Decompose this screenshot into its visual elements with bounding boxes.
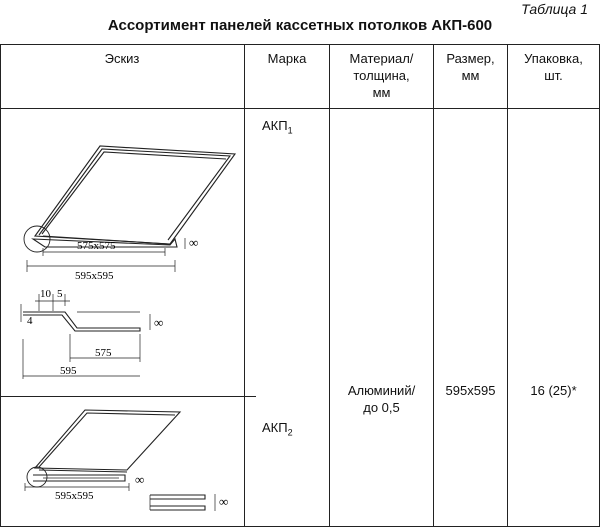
header-pack (508, 50, 599, 84)
header-material-line1: Материал/ (349, 51, 414, 66)
dim-575x575: 575x575 (77, 240, 116, 252)
size-value: 595х595 (445, 383, 496, 398)
panel1-inner (39, 149, 230, 240)
header-mark: Марка (267, 51, 307, 66)
dim2-inf-2: ∞ (219, 494, 229, 509)
header-size (434, 50, 507, 84)
detail2-profile (150, 495, 205, 499)
table-title: Ассортимент панелей кассетных потолков АКП-600 (107, 17, 493, 34)
dim2-595x595: 595x595 (55, 490, 94, 502)
dim-595: 595 (60, 365, 77, 377)
header-size-line2: мм (461, 68, 480, 83)
pack-value: 16 (25)* (530, 383, 577, 398)
sketch-akp1 (15, 134, 240, 389)
mark-akp2 (262, 419, 293, 442)
dim-575: 575 (95, 347, 112, 359)
panel2-outline (35, 410, 180, 470)
sketch-akp2 (15, 402, 240, 522)
material-value-line2: до 0,5 (363, 400, 400, 415)
mark-akp1-base: АКП (262, 118, 288, 133)
mark-akp1 (262, 117, 293, 140)
dim-inf-2: ∞ (154, 315, 164, 330)
detail-circle-2 (27, 467, 47, 487)
dim2-inf-1: ∞ (135, 472, 145, 487)
mark-akp2-base: АКП (262, 420, 288, 435)
dim-4: 4 (27, 315, 33, 327)
header-sketch: Эскиз (104, 51, 140, 66)
header-material (330, 50, 433, 101)
dim-10: 10 (40, 288, 51, 300)
material-value-line1: Алюминий/ (347, 383, 416, 398)
header-material-line2: толщина, (353, 68, 410, 83)
header-material-line3: мм (372, 85, 391, 100)
panel1-outline (35, 146, 235, 244)
mark-akp1-sub: 1 (287, 125, 293, 136)
detail-profile (23, 312, 140, 331)
dim-inf-1: ∞ (189, 235, 199, 250)
assortment-table (0, 44, 600, 527)
dim-595x595: 595x595 (75, 270, 114, 282)
dim-5: 5 (57, 288, 63, 300)
mark-akp2-sub: 2 (287, 427, 293, 438)
header-size-line1: Размер, (446, 51, 495, 66)
header-pack-line1: Упаковка, (524, 51, 583, 66)
header-pack-line2: шт. (544, 68, 563, 83)
table-caption: Таблица 1 (521, 1, 588, 17)
material-value (330, 382, 433, 416)
